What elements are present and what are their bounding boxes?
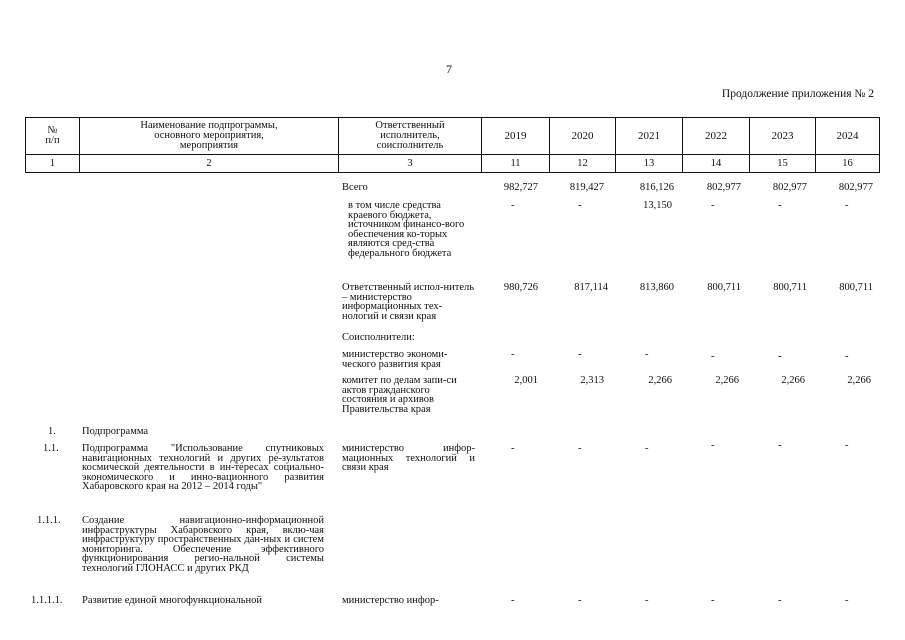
header-year: 2020	[550, 118, 616, 155]
co-executor-civil-registry: комитет по делам запи-си актов гражданского состояния и архивов Правительства края	[342, 375, 457, 415]
header-year: 2021	[616, 118, 683, 155]
value-cell: -	[845, 351, 849, 362]
continuation-label: Продолжение приложения № 2	[721, 88, 874, 100]
value-cell: -	[845, 595, 849, 606]
column-number: 14	[683, 155, 750, 173]
value-cell: -	[845, 440, 849, 451]
header-name: Наименование подпрограммы, основного мероприятия, мероприятия	[80, 118, 339, 155]
value-cell: 2,001	[514, 375, 538, 386]
row-name: Развитие единой многофункциональной	[82, 595, 263, 606]
row-name: Создание навигационно-информационной инфраструктуры Хабаровского края, вклю-чая инфраструктуру пространственных дан-ных и систем мониторинга. Обеспечение эффективного функционирования регио-нальной системы технологий ГЛОНАСС и других РКД	[82, 515, 324, 574]
column-number: 1	[26, 155, 80, 173]
row-number: 1.1.1.	[37, 515, 61, 526]
value-cell: -	[711, 440, 715, 451]
value-cell: 802,977	[772, 182, 807, 193]
row-executor: министерство инфор-мационных технологий и связи края	[342, 443, 475, 474]
responsible-executor-label: Ответственный испол-нитель – министерство информационных тех-нологий и связи края	[342, 282, 475, 322]
value-cell: 2,313	[580, 375, 604, 386]
value-cell: -	[645, 443, 649, 454]
column-number: 15	[750, 155, 816, 173]
value-cell: -	[778, 351, 782, 362]
value-cell: -	[645, 349, 649, 360]
header-year: 2024	[816, 118, 880, 155]
federal-funds-label: в том числе средства краевого бюджета, источником финансо-вого обеспечения ко-торых являются сред-ства федерального бюджета	[348, 200, 465, 259]
column-number: 13	[616, 155, 683, 173]
value-cell: -	[711, 200, 715, 211]
value-cell: 2,266	[847, 375, 871, 386]
value-cell: 2,266	[781, 375, 805, 386]
value-cell: -	[578, 349, 582, 360]
value-cell: -	[778, 595, 782, 606]
value-cell: 2,266	[715, 375, 739, 386]
value-cell: 802,977	[706, 182, 741, 193]
header-executor: Ответственный исполнитель, соисполнитель	[339, 118, 482, 155]
row-name: Подпрограмма	[82, 426, 149, 437]
value-cell: 813,860	[639, 282, 674, 293]
value-cell: 2,266	[648, 375, 672, 386]
value-cell: -	[578, 443, 582, 454]
header-year: 2022	[683, 118, 750, 155]
value-cell: -	[511, 595, 515, 606]
value-cell: -	[511, 349, 515, 360]
row-executor: министерство инфор-	[342, 595, 439, 606]
column-number-row	[26, 155, 880, 173]
value-cell: 802,977	[838, 182, 873, 193]
value-cell: -	[578, 200, 582, 211]
value-cell: -	[645, 595, 649, 606]
co-executors-label: Соисполнители:	[342, 332, 415, 343]
column-number: 2	[80, 155, 339, 173]
column-number: 3	[339, 155, 482, 173]
value-cell: 800,711	[839, 282, 873, 293]
value-cell: -	[711, 351, 715, 362]
value-cell: 819,427	[569, 182, 604, 193]
header-table	[25, 117, 880, 173]
value-cell: 13,150	[643, 200, 672, 211]
value-cell: -	[711, 595, 715, 606]
value-cell: -	[778, 200, 782, 211]
row-number: 1.1.	[43, 443, 59, 454]
total-label: Всего	[342, 182, 368, 193]
row-number: 1.	[48, 426, 56, 437]
header-year: 2023	[750, 118, 816, 155]
value-cell: 800,711	[707, 282, 741, 293]
value-cell: 817,114	[574, 282, 608, 293]
header-num: № п/п	[26, 118, 80, 155]
co-executor-economy: министерство экономи-ческого развития края	[342, 349, 448, 370]
value-cell: -	[778, 440, 782, 451]
value-cell: -	[845, 200, 849, 211]
value-cell: -	[511, 443, 515, 454]
value-cell: 800,711	[773, 282, 807, 293]
value-cell: -	[511, 200, 515, 211]
column-number: 16	[816, 155, 880, 173]
value-cell: 816,126	[639, 182, 674, 193]
column-number: 12	[550, 155, 616, 173]
page-number: 7	[446, 62, 452, 76]
header-year: 2019	[482, 118, 550, 155]
row-number: 1.1.1.1.	[31, 595, 63, 606]
value-cell: -	[578, 595, 582, 606]
value-cell: 980,726	[503, 282, 538, 293]
column-number: 11	[482, 155, 550, 173]
row-name: Подпрограмма "Использование спутниковых навигационных технологий и других ре-зультатов космической деятельности в ин-тересах социально-экономического и инно-вационного развития Хабаровского края на 2012 – 2014 годы"	[82, 443, 324, 493]
header-row	[26, 118, 880, 155]
value-cell: 982,727	[503, 182, 538, 193]
